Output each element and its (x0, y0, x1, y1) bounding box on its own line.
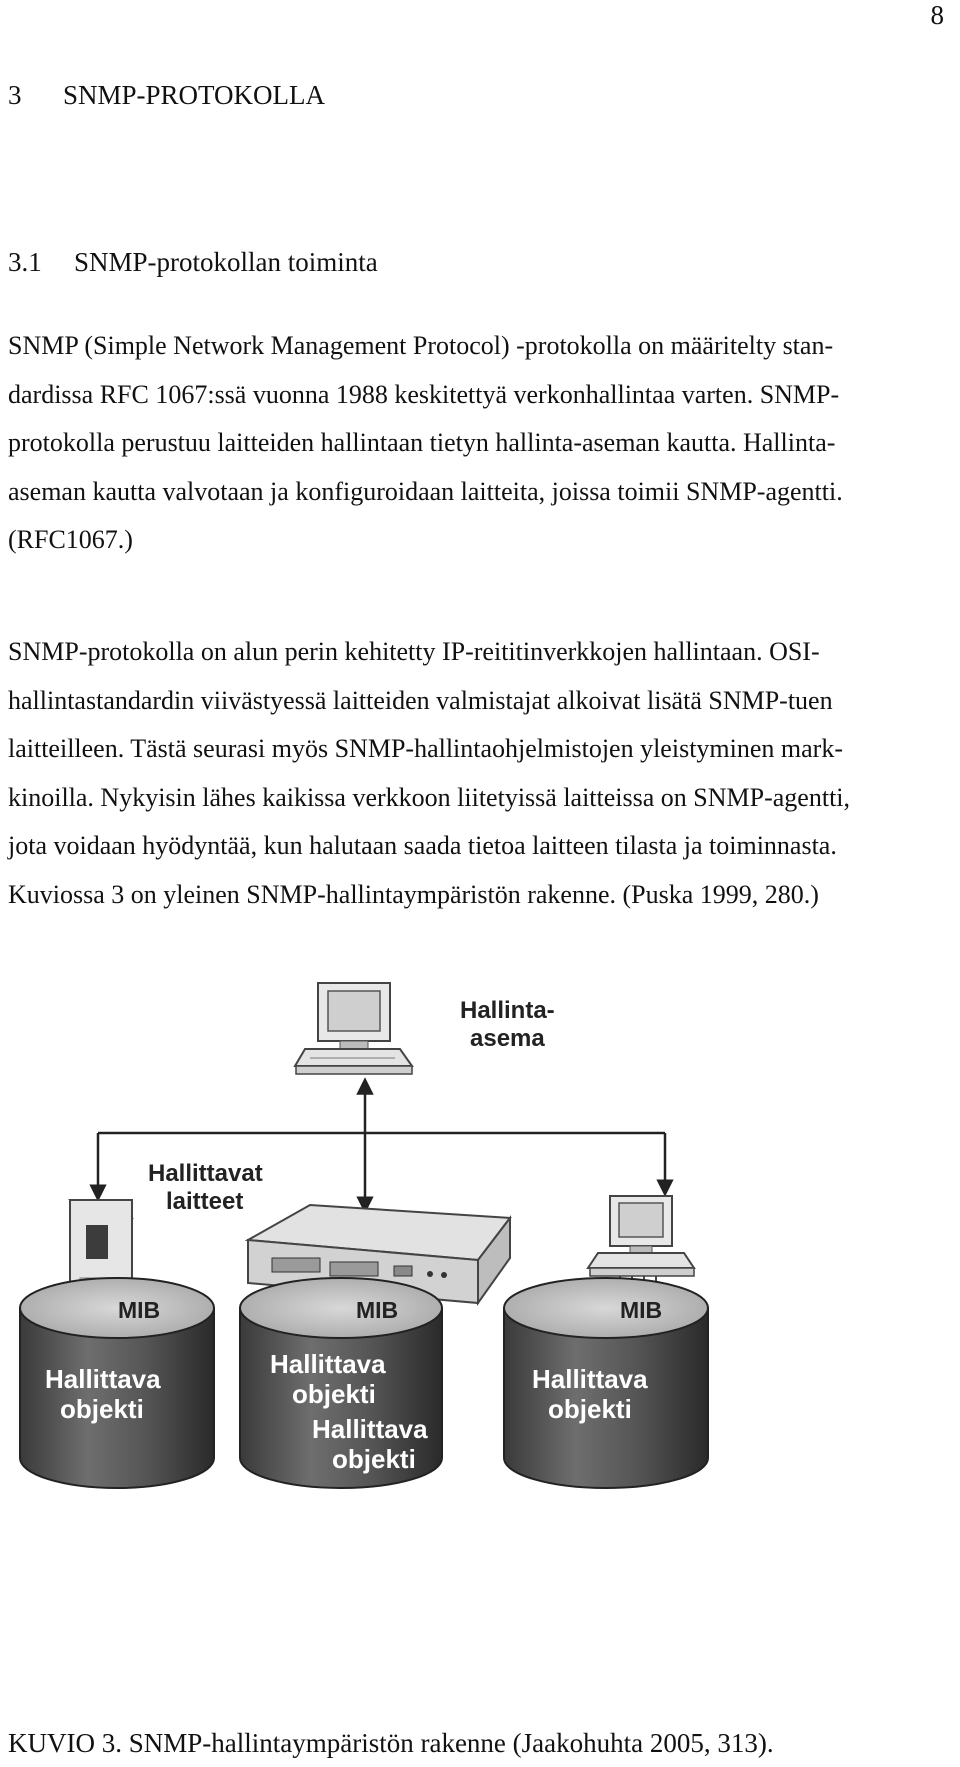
object-label-middle-2b: objekti (332, 1444, 416, 1474)
section-number: 3.1 (8, 247, 42, 277)
station-label-line-1: Hallinta- (460, 997, 555, 1024)
paragraph-line: kinoilla. Nykyisin lähes kaikissa verkkoon liitetyissä laitteissa on SNMP-agentti, (8, 782, 851, 812)
object-label-middle-2a: Hallittava (312, 1414, 428, 1444)
paragraph-line: dardissa RFC 1067:ssä vuonna 1988 keskitettyä verkonhallintaa varten. SNMP- (8, 379, 840, 409)
management-station-icon (295, 983, 412, 1074)
chapter-number: 3 (8, 80, 22, 110)
figure-caption: KUVIO 3. SNMP-hallintaympäristön rakenne (Jaakohuhta 2005, 313). (8, 1728, 774, 1758)
paragraph-line: SNMP-protokolla on alun perin kehitetty IP-reititinverkkojen hallintaan. OSI- (8, 637, 820, 666)
object-label-right-1: Hallittava (532, 1364, 648, 1394)
section-heading (8, 247, 378, 278)
section-title: SNMP-protokollan toiminta (74, 247, 378, 277)
mib-label-middle: MIB (356, 1297, 399, 1323)
chapter-title: SNMP-PROTOKOLLA (63, 80, 326, 110)
paragraph-line: jota voidaan hyödyntää, kun halutaan saada tietoa laitteen tilasta ja toiminnasta. (8, 831, 837, 860)
paragraph-line: SNMP (Simple Network Management Protocol) -protokolla on määritelty stan- (8, 331, 834, 360)
object-label-middle-1a: Hallittava (270, 1349, 386, 1379)
paragraph-line: aseman kautta valvotaan ja konfiguroidaan laitteita, joissa toimii SNMP-agentti. (8, 476, 843, 506)
paragraph-line: (RFC1067.) (8, 525, 133, 554)
page-number: 8 (930, 0, 944, 30)
station-label-line-2: asema (470, 1025, 545, 1052)
mib-label-left: MIB (118, 1297, 161, 1323)
object-label-left-2: objekti (60, 1394, 144, 1424)
paragraph-1 (8, 322, 948, 565)
chapter-heading (8, 80, 325, 111)
object-label-left-1: Hallittava (45, 1364, 161, 1394)
paragraph-line: protokolla perustuu laitteiden hallintaan tietyn hallinta-aseman kautta. Hallinta- (8, 428, 836, 457)
paragraph-line: hallintastandardin viivästyessä laitteiden valmistajat alkoivat lisätä SNMP-tuen (8, 685, 833, 715)
devices-label-line-2: laitteet (166, 1188, 244, 1215)
object-label-middle-1b: objekti (292, 1379, 376, 1409)
devices-label-line-1: Hallittavat (148, 1160, 263, 1187)
workstation-icon (588, 1196, 694, 1290)
paragraph-line: Kuviossa 3 on yleinen SNMP-hallintaympäristön rakenne. (Puska 1999, 280.) (8, 879, 819, 909)
paragraph-line: laitteilleen. Tästä seurasi myös SNMP-hallintaohjelmistojen yleistyminen mark- (8, 734, 843, 763)
mib-label-right: MIB (620, 1297, 663, 1323)
paragraph-2 (8, 628, 948, 919)
snmp-environment-diagram (0, 978, 960, 1678)
object-label-right-2: objekti (548, 1394, 632, 1424)
